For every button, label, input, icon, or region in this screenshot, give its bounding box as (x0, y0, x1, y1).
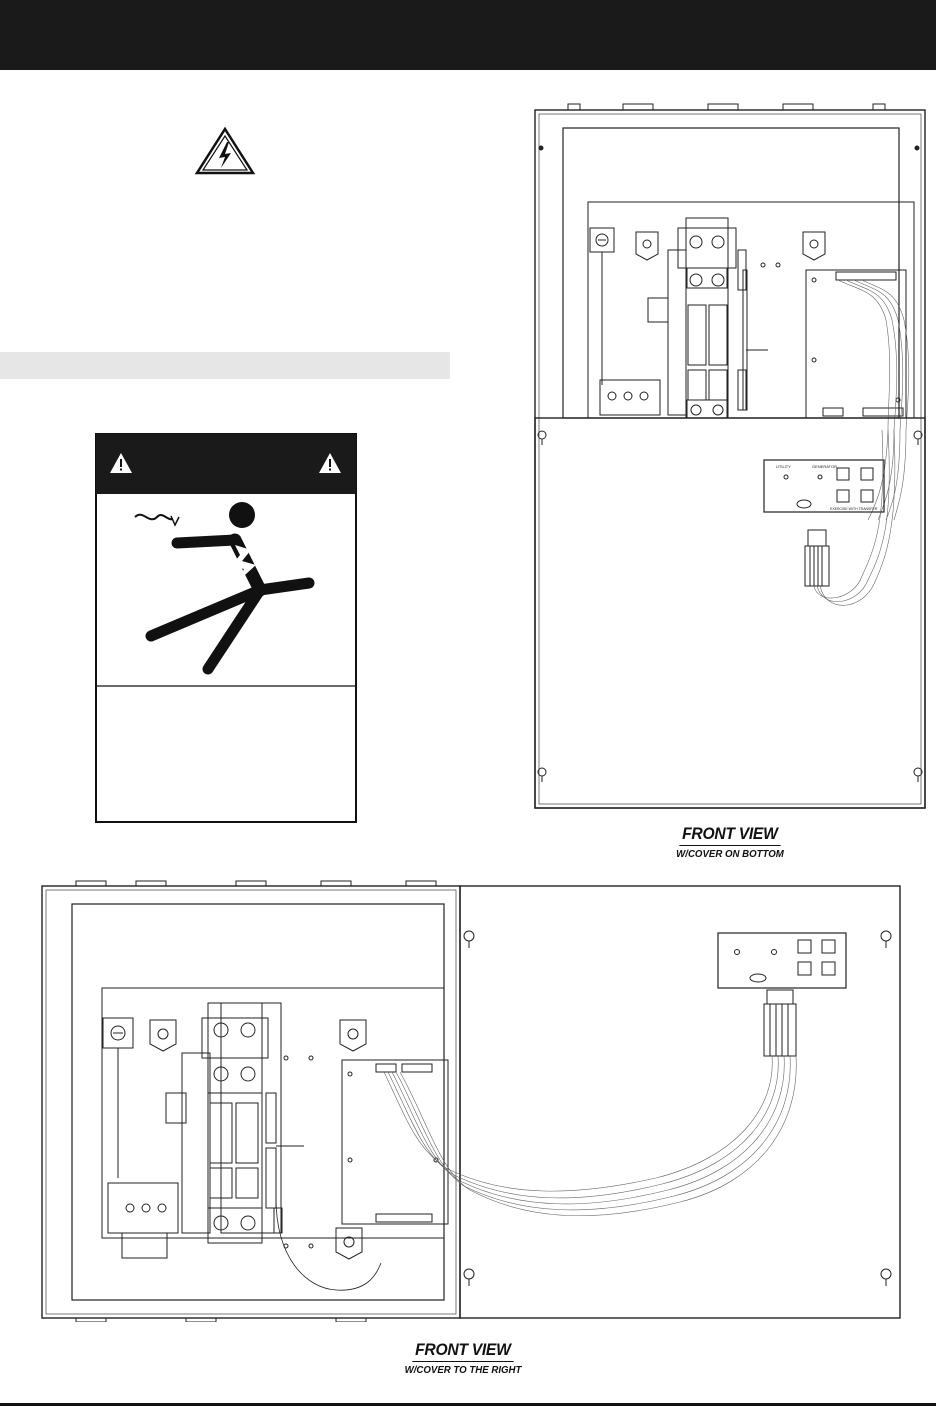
caption-cover-bottom (660, 824, 800, 860)
caption-cover-bottom-title: FRONT VIEW (680, 824, 781, 846)
front-view-cover-right-drawing (36, 878, 906, 1322)
header-bar (0, 0, 936, 70)
panel-generator-label: GENERATOR (812, 464, 837, 469)
caption-cover-right-title: FRONT VIEW (413, 1340, 514, 1362)
caption-cover-right (386, 1340, 540, 1376)
front-view-cover-bottom-drawing (528, 100, 932, 812)
danger-shock-label (95, 433, 357, 823)
high-voltage-warning-icon (194, 126, 256, 176)
panel-exercise-label: EXERCISE WITH TRANSFER (830, 507, 878, 511)
caption-cover-right-subtitle: W/COVER TO THE RIGHT (404, 1364, 522, 1376)
panel-utility-label: UTILITY (776, 464, 791, 469)
section-band (0, 352, 450, 379)
caption-cover-bottom-subtitle: W/COVER ON BOTTOM (676, 848, 784, 860)
